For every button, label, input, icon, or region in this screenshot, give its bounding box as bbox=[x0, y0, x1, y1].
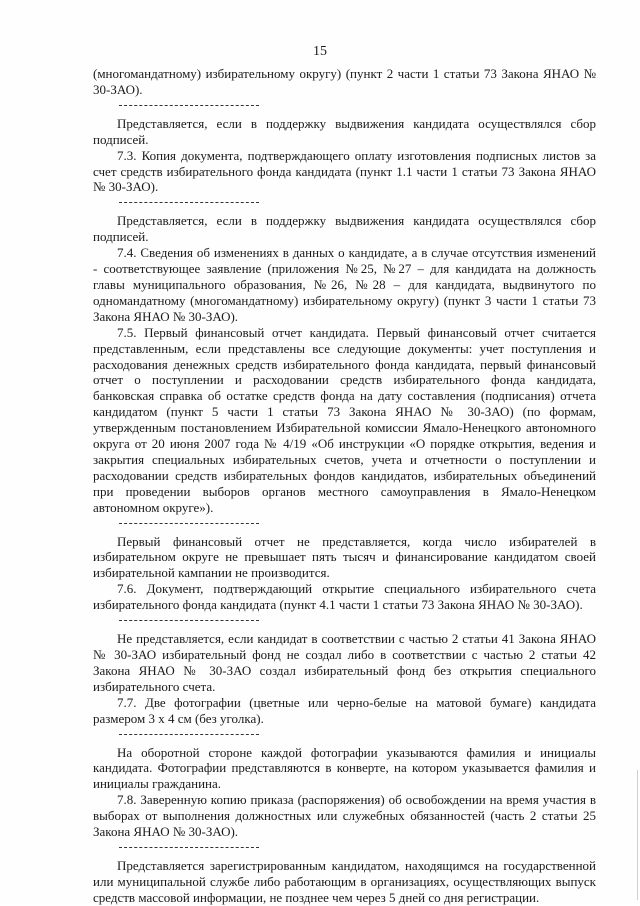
paragraph: Представляется зарегистрированным кандидатом, находящимся на государственной или муниципальной службе либо работающим в организациях, осуществляющих выпуск средств массовой информации, не позднее чем через 5 дней со дня регистрации. bbox=[93, 857, 596, 905]
dashed-divider bbox=[119, 105, 259, 106]
dashed-divider bbox=[119, 734, 259, 735]
paragraph: 7.3. Копия документа, подтверждающего оплату изготовления подписных листов за счет средств избирательного фонда кандидата (пункт 1.1 части 1 статьи 73 Закона ЯНАО № 30-ЗАО). bbox=[93, 147, 596, 195]
paragraph: Представляется, если в поддержку выдвижения кандидата осуществлялся сбор подписей. bbox=[93, 115, 596, 147]
paragraph: 7.7. Две фотографии (цветные или черно-белые на матовой бумаге) кандидата размером 3 х 4 см (без уголка). bbox=[93, 694, 596, 726]
dashed-divider bbox=[119, 847, 259, 848]
paragraph: 7.4. Сведения об изменениях в данных о кандидате, а в случае отсутствия изменений - соответствующее заявление (приложения №25, №27 – для кандидата на должность главы муниципального образования, №26, №28 – для кандидата, выдвинутого по одномандатному (многомандатному) избирательному округу) (пункт 3 части 1 статьи 73 Закона ЯНАО № 30-ЗАО). bbox=[93, 245, 596, 324]
scan-edge-line bbox=[637, 770, 638, 900]
dashed-divider bbox=[119, 202, 259, 203]
paragraph: Представляется, если в поддержку выдвижения кандидата осуществлялся сбор подписей. bbox=[93, 213, 596, 245]
page-number: 15 bbox=[313, 44, 327, 59]
dashed-divider bbox=[119, 620, 259, 621]
paragraph: (многомандатному) избирательному округу) (пункт 2 части 1 статьи 73 Закона ЯНАО № 30-ЗАО). bbox=[93, 66, 596, 97]
document-body bbox=[93, 66, 596, 906]
paragraph: Первый финансовый отчет не представляется, когда число избирателей в избирательном округе не превышает пять тысяч и финансирование кандидатом своей избирательной кампании не производится. bbox=[93, 533, 596, 581]
dashed-divider bbox=[119, 523, 259, 524]
paragraph: На оборотной стороне каждой фотографии указываются фамилия и инициалы кандидата. Фотографии представляются в конверте, на котором указывается фамилия и инициалы гражданина. bbox=[93, 744, 596, 792]
paragraph: 7.6. Документ, подтверждающий открытие специального избирательного счета избирательного фонда кандидата (пункт 4.1 части 1 статьи 73 Закона ЯНАО № 30-ЗАО). bbox=[93, 581, 596, 613]
paragraph: 7.5. Первый финансовый отчет кандидата. Первый финансовый отчет считается представленным, если представлены все следующие документы: учет поступления и расходования денежных средств избирательного фонда кандидата, первый финансовый отчет о поступлении и расходовании средств избирательного фонда кандидата, банковская справка об остатке средств фонда на дату составления (подписания) отчета кандидатом (пункт 5 части 1 статьи 73 Закона ЯНАО № 30-ЗАО) (по формам, утвержденным постановлением Избирательной комиссии Ямало-Ненецкого автономного округа от 20 июня 2007 года № 4/19 «Об инструкции «О порядке открытия, ведения и закрытия специальных избирательных счетов, учета и отчетности о поступлении и расходовании средств избирательных фондов кандидатов, избирательных объединений при проведении выборов органов местного самоуправления в Ямало-Ненецком автономном округе»). bbox=[93, 324, 596, 515]
paragraph: 7.8. Заверенную копию приказа (распоряжения) об освобождении на время участия в выборах от выполнения должностных или служебных обязанностей (часть 2 статьи 25 Закона ЯНАО № 30-ЗАО). bbox=[93, 792, 596, 840]
paragraph: Не представляется, если кандидат в соответствии с частью 2 статьи 41 Закона ЯНАО № 30-ЗАО избирательный фонд не создал либо в соответствии с частью 2 статьи 42 Закона ЯНАО № 30-ЗАО создал избирательный фонд без открытия специального избирательного счета. bbox=[93, 631, 596, 694]
